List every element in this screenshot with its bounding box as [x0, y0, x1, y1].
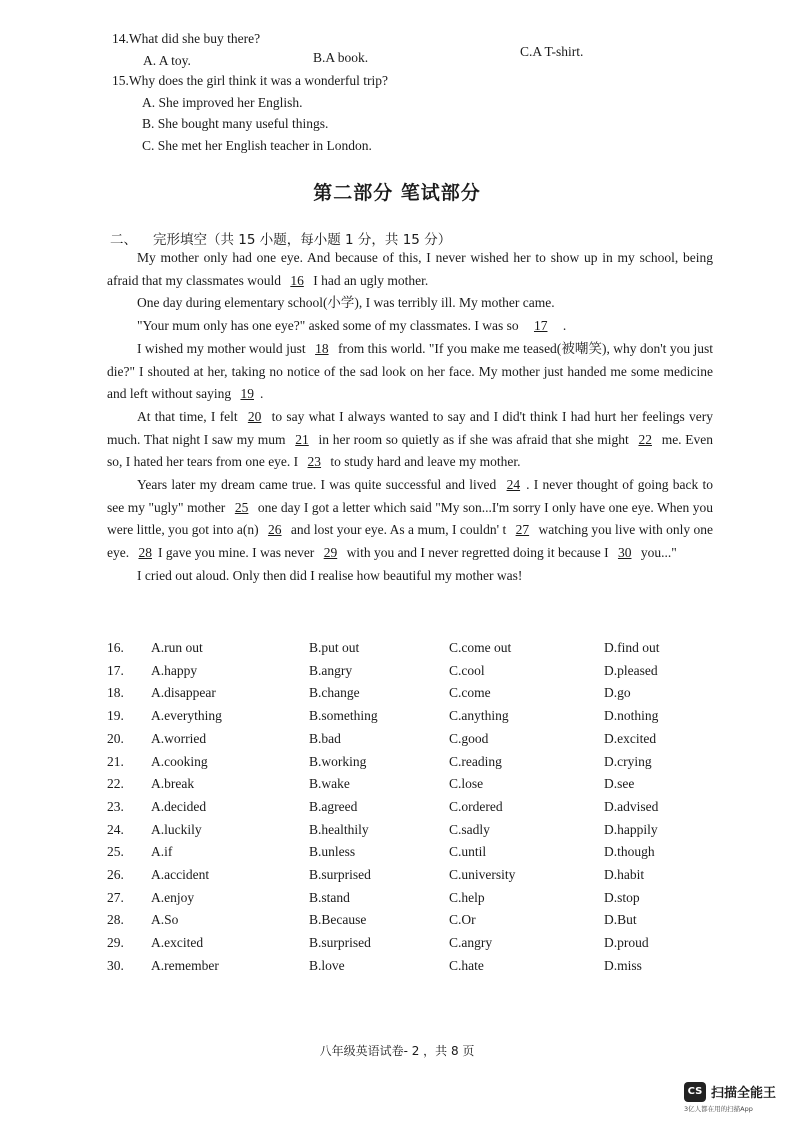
q14-option-c: C.A T-shirt. — [520, 44, 584, 59]
option-a: A.enjoy — [151, 889, 195, 905]
option-a: A.cooking — [151, 753, 208, 769]
option-d: D.though — [604, 844, 655, 860]
option-a: A.if — [151, 844, 173, 860]
option-row — [107, 912, 707, 934]
option-a: A.everything — [151, 708, 222, 724]
passage-paragraph: "Your mum only has one eye?" asked some of my classmates. I was so 17 . — [107, 315, 713, 338]
blank-20: 20 — [247, 408, 262, 424]
option-c: C.angry — [449, 935, 493, 951]
passage-paragraph: Years later my dream came true. I was quite successful and lived 24 . I never thought of going back to see my "ugly" mother 25 one day I got a letter which said "My son...I'm sorry I only have one eye. When you were little, you got into a(n) 26 and lost your eye. As a mum, I couldn' t 27 watching you live with only one eye. 28 I gave you mine. I was never 29 with you and I never regretted doing it because I 30 you..." — [107, 474, 713, 565]
section-heading — [110, 228, 467, 248]
option-number: 16. — [107, 640, 124, 655]
option-d: D.find out — [604, 640, 660, 655]
option-b: B.surprised — [309, 935, 371, 951]
option-a: A.accident — [151, 867, 210, 882]
option-c: C.come out — [449, 640, 512, 655]
cloze-passage — [107, 247, 713, 588]
blank-30: 30 — [617, 545, 632, 561]
blank-24: 24 — [506, 477, 521, 493]
blank-22: 22 — [638, 431, 652, 447]
option-b: B.working — [309, 753, 367, 769]
option-a: A.remember — [151, 957, 219, 973]
option-number: 19. — [107, 708, 124, 724]
option-a: A.decided — [151, 798, 207, 814]
option-a: A.worried — [151, 730, 207, 746]
option-c: C.ordered — [449, 798, 503, 814]
blank-29: 29 — [323, 545, 338, 561]
option-b: B.something — [309, 708, 378, 724]
question-14: 14.What did she buy there? — [112, 31, 261, 46]
option-row — [107, 935, 707, 957]
option-c: C.until — [449, 844, 487, 860]
blank-28: 28 — [138, 545, 152, 561]
option-a: A.So — [151, 912, 179, 928]
part-title: 第二部分 笔试部分 — [313, 182, 481, 204]
blank-19: 19 — [240, 386, 254, 402]
option-b: B.change — [309, 685, 360, 701]
blank-27: 27 — [515, 522, 530, 538]
option-b: B.angry — [309, 662, 353, 678]
option-row — [107, 731, 707, 753]
option-c: C.good — [449, 730, 489, 746]
option-d: D.excited — [604, 730, 657, 746]
passage-paragraph: My mother only had one eye. And because of this, I never wished her to show up in my school, being afraid that my classmates would 16 I had an ugly mother. — [107, 247, 713, 292]
q15-option-c: C. She met her English teacher in London. — [142, 138, 372, 153]
option-b: B.unless — [309, 844, 356, 860]
option-d: D.pleased — [604, 662, 658, 678]
option-row — [107, 844, 707, 866]
passage-paragraph: I wished my mother would just 18 from this world. "If you make me teased(被嘲笑), why don't you just die?" I shouted at her, taking no notice of the sad look on her face. My mother just handed me some medicine and left without saying 19 . — [107, 338, 713, 406]
section-number: 二、 — [110, 232, 137, 248]
option-row — [107, 867, 707, 889]
option-number: 22. — [107, 776, 124, 792]
q15-option-b: B. She bought many useful things. — [142, 116, 329, 131]
option-row — [107, 799, 707, 821]
option-a: A.happy — [151, 662, 198, 678]
option-row — [107, 685, 707, 707]
option-row — [107, 754, 707, 776]
scanner-app-name: 扫描全能王 — [711, 1086, 777, 1101]
option-row — [107, 708, 707, 730]
option-number: 25. — [107, 844, 124, 860]
option-row — [107, 822, 707, 844]
option-d: D.proud — [604, 935, 649, 951]
option-number: 17. — [107, 662, 124, 678]
option-b: B.Because — [309, 912, 367, 928]
option-c: C.Or — [449, 912, 476, 928]
option-c: C.come — [449, 685, 491, 701]
option-d: D.crying — [604, 753, 652, 769]
page-footer: 八年级英语试卷- 2 ，共 8 页 — [319, 1044, 475, 1058]
scanner-watermark — [684, 1080, 794, 1120]
option-number: 18. — [107, 685, 124, 701]
option-b: B.bad — [309, 730, 341, 746]
option-a: A.break — [151, 776, 195, 792]
option-d: D.happily — [604, 821, 658, 837]
option-number: 26. — [107, 867, 124, 882]
blank-17: 17 — [533, 318, 548, 334]
option-d: D.advised — [604, 798, 659, 814]
blank-25: 25 — [234, 499, 249, 515]
option-d: D.But — [604, 912, 637, 928]
option-c: C.sadly — [449, 821, 490, 837]
option-row — [107, 776, 707, 798]
option-row — [107, 890, 707, 912]
option-c: C.help — [449, 889, 485, 905]
scanner-tagline: 3亿人都在用的扫描App — [684, 1105, 753, 1113]
option-a: A.run out — [151, 640, 203, 655]
option-d: D.miss — [604, 957, 642, 973]
passage-paragraph: One day during elementary school(小学), I was terribly ill. My mother came. — [137, 295, 555, 311]
q14-option-b: B.A book. — [313, 50, 369, 65]
option-row — [107, 663, 707, 685]
option-number: 21. — [107, 753, 124, 769]
option-number: 23. — [107, 798, 124, 814]
option-c: C.university — [449, 867, 516, 882]
option-b: B.healthily — [309, 821, 369, 837]
scanner-logo-icon: CS — [684, 1082, 706, 1102]
option-d: D.see — [604, 776, 635, 792]
option-c: C.hate — [449, 957, 484, 973]
option-c: C.anything — [449, 708, 509, 724]
option-a: A.luckily — [151, 821, 202, 837]
option-row — [107, 958, 707, 980]
blank-18: 18 — [315, 340, 329, 356]
option-c: C.reading — [449, 753, 502, 769]
option-b: B.surprised — [309, 867, 371, 882]
option-b: B.stand — [309, 889, 350, 905]
blank-23: 23 — [307, 454, 322, 470]
option-d: D.go — [604, 685, 631, 701]
option-row — [107, 640, 707, 662]
passage-paragraph: At that time, I felt 20 to say what I always wanted to say and I did't think I had hurt her feelings very much. That night I saw my mum 21 in her room so quietly as if she was afraid that she might 22 me. Even so, I hated her tears from one eye. I 23 to study hard and leave my mother. — [107, 406, 713, 474]
option-b: B.put out — [309, 640, 360, 655]
blank-16: 16 — [290, 272, 304, 288]
option-number: 20. — [107, 730, 124, 746]
option-number: 29. — [107, 935, 124, 951]
option-c: C.cool — [449, 662, 485, 678]
option-b: B.agreed — [309, 798, 358, 814]
question-15: 15.Why does the girl think it was a wonderful trip? — [112, 73, 388, 88]
blank-21: 21 — [295, 431, 309, 447]
section-title: 完形填空（共 15 小题，每小题 1 分，共 15 分） — [153, 232, 452, 248]
option-a: A.disappear — [151, 685, 216, 701]
passage-paragraph: I cried out aloud. Only then did I realise how beautiful my mother was! — [137, 567, 523, 583]
blank-26: 26 — [268, 522, 282, 538]
option-number: 24. — [107, 821, 124, 837]
option-number: 27. — [107, 889, 124, 905]
option-c: C.lose — [449, 776, 484, 792]
option-b: B.wake — [309, 776, 350, 792]
option-d: D.stop — [604, 889, 640, 905]
q15-option-a: A. She improved her English. — [142, 95, 303, 110]
option-a: A.excited — [151, 935, 204, 951]
option-number: 28. — [107, 912, 124, 928]
option-number: 30. — [107, 957, 124, 973]
option-d: D.nothing — [604, 708, 659, 724]
option-d: D.habit — [604, 867, 645, 882]
q14-option-a: A. A toy. — [143, 53, 191, 68]
option-b: B.love — [309, 957, 345, 973]
